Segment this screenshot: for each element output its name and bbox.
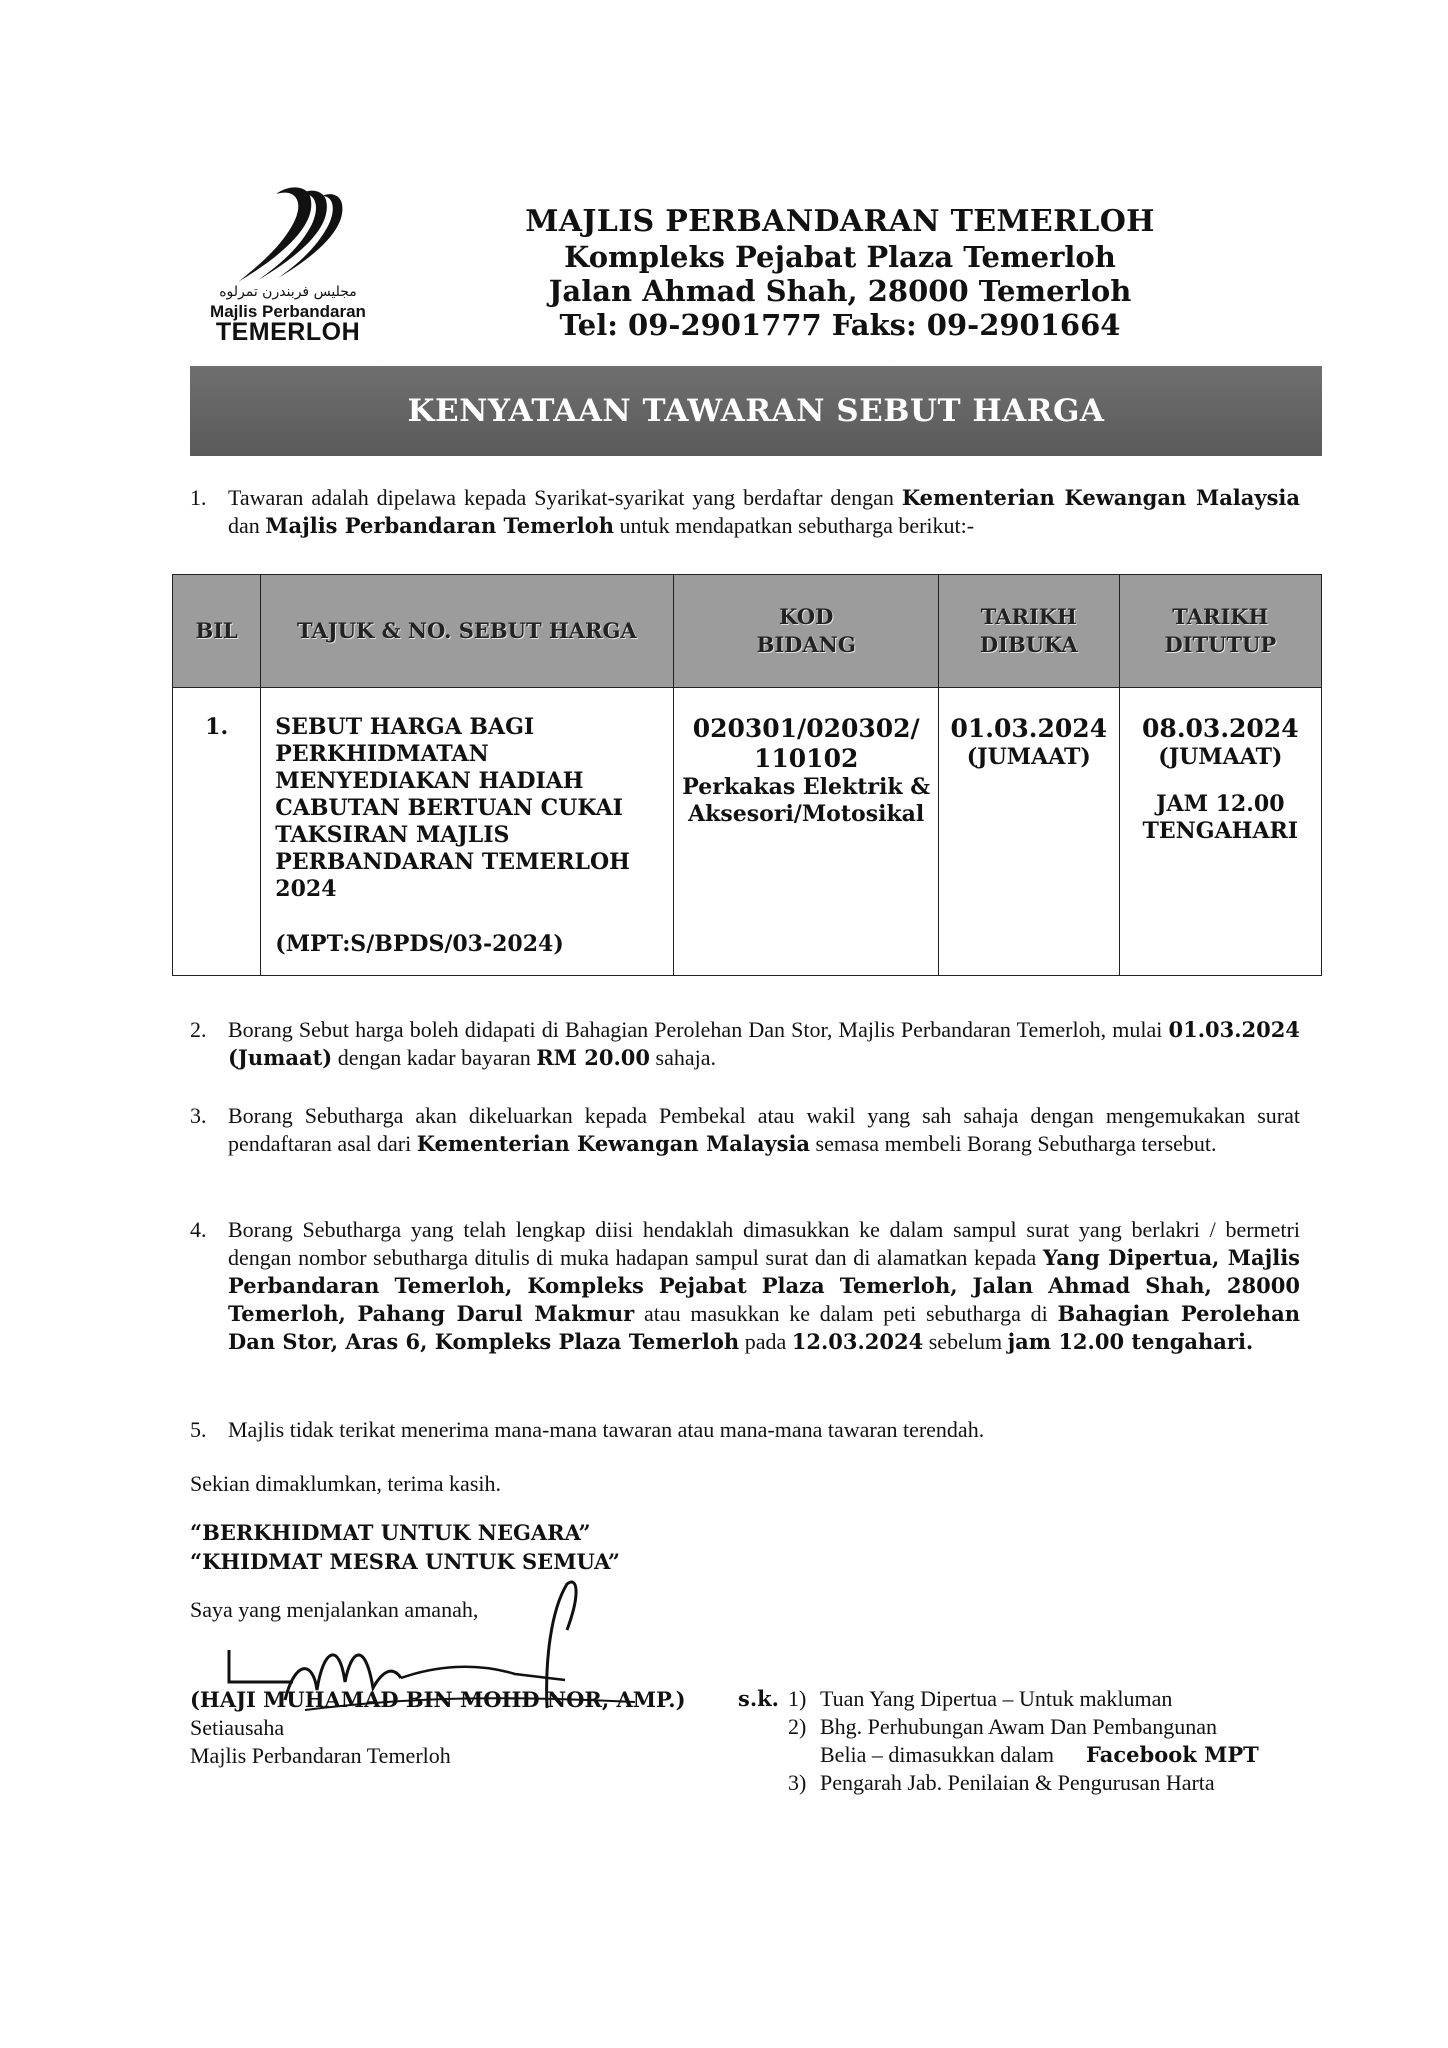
cc-item-number: 1) <box>788 1686 807 1711</box>
paragraph-1 <box>190 484 1300 544</box>
paragraph-number: 3. <box>190 1103 207 1128</box>
text-run: dengan kadar bayaran <box>332 1045 537 1070</box>
closing-line: Sekian dimaklumkan, terima kasih. <box>190 1471 501 1496</box>
logo-arabic-text: مجليس فربندرن تمرلوه <box>219 284 357 300</box>
header-line: DITUTUP <box>1164 632 1277 657</box>
header-line: TARIKH <box>980 604 1077 629</box>
council-logo <box>188 182 388 346</box>
kod-code: 020301/020302/ 110102 <box>692 714 920 773</box>
paragraph-5 <box>190 1416 1300 1446</box>
cell-dibuka <box>938 688 1119 976</box>
cell-ditutup <box>1119 688 1321 976</box>
paragraph-number: 2. <box>190 1017 207 1042</box>
header-tajuk: TAJUK & NO. SEBUT HARGA <box>261 575 674 688</box>
org-address2: Jalan Ahmad Shah, 28000 Temerloh <box>548 274 1132 308</box>
kod-description: Perkakas Elektrik & Aksesori/Motosikal <box>682 774 931 827</box>
text-run: atau masukkan ke dalam peti sebutharga di <box>634 1301 1058 1326</box>
cell-tajuk <box>261 688 674 976</box>
header-line: KOD <box>779 604 834 629</box>
cc-label: s.k. <box>738 1686 779 1711</box>
bold-run: Kementerian Kewangan Malaysia <box>901 485 1300 510</box>
cc-item-text: Tuan Yang Dipertua – Untuk makluman <box>820 1686 1173 1711</box>
swoosh-logo-icon <box>218 182 358 292</box>
signatory-position: Setiausaha <box>190 1715 285 1740</box>
text-run: sahaja. <box>650 1045 716 1070</box>
org-name: MAJLIS PERBANDARAN TEMERLOH <box>525 204 1155 239</box>
header-ditutup <box>1119 575 1321 688</box>
paragraph-text <box>228 1016 1300 1072</box>
cc-item-text: Bhg. Perhubungan Awam Dan Pembangunan <box>820 1714 1217 1739</box>
open-day: (JUMAAT) <box>966 744 1091 770</box>
close-time: JAM 12.00 <box>1156 791 1285 817</box>
paragraph-text <box>228 484 1300 540</box>
signatory-block <box>190 1686 710 1770</box>
document-title: KENYATAAN TAWARAN SEBUT HARGA <box>190 366 1322 456</box>
paragraph-number: 5. <box>190 1417 207 1442</box>
header-line: TARIKH <box>1172 604 1269 629</box>
bold-run: jam 12.00 tengahari. <box>1007 1329 1254 1354</box>
motto-2: “KHIDMAT MESRA UNTUK SEMUA” <box>190 1549 620 1574</box>
cell-bil: 1. <box>173 688 261 976</box>
bold-run: Yang Dipertua, Majlis Perbandaran Temerloh, Kompleks Pejabat Plaza Temerloh, Jalan Ahmad Shah, 28000 Temerloh, Pahang Darul Makmur <box>228 1245 1300 1326</box>
motto-1: “BERKHIDMAT UNTUK NEGARA” <box>190 1520 591 1545</box>
close-day: (JUMAAT) <box>1158 744 1283 770</box>
paragraph-text: Majlis tidak terikat menerima mana-mana tawaran atau mana-mana tawaran terendah. <box>228 1417 985 1442</box>
org-address1: Kompleks Pejabat Plaza Temerloh <box>564 240 1116 274</box>
header-line: BIDANG <box>756 632 856 657</box>
cell-kod <box>674 688 939 976</box>
tajuk-reference: (MPT:S/BPDS/03-2024) <box>275 931 564 957</box>
header-kod <box>674 575 939 688</box>
cc-item-number: 3) <box>788 1770 807 1795</box>
quotation-table <box>172 574 1322 976</box>
cc-item-text: Belia – dimasukkan dalam <box>820 1742 1054 1767</box>
close-date: 08.03.2024 <box>1142 714 1299 743</box>
text-run: Tawaran adalah dipelawa kepada Syarikat-syarikat yang berdaftar dengan <box>228 485 902 510</box>
bold-run: 12.03.2024 <box>791 1329 924 1354</box>
paragraph-3 <box>190 1102 1300 1192</box>
close-time-period: TENGAHARI <box>1142 818 1299 844</box>
bold-run: Kementerian Kewangan Malaysia <box>416 1131 811 1156</box>
cc-item-bold: Facebook MPT <box>1086 1742 1259 1767</box>
logo-line2: TEMERLOH <box>215 318 361 346</box>
paragraph-2 <box>190 1016 1300 1076</box>
text-run: Borang Sebutharga akan dikeluarkan kepada Pembekal atau wakil yang sah sahaja dengan mengemukakan surat pendaftaran asal dari <box>228 1103 1300 1156</box>
cc-item-number: 2) <box>788 1714 807 1739</box>
org-contact: Tel: 09-2901777 Faks: 09-2901664 <box>559 308 1121 342</box>
text-run: Borang Sebut harga boleh didapati di Bahagian Perolehan Dan Stor, Majlis Perbandaran Temerloh, mulai <box>228 1017 1169 1042</box>
text-run: Borang Sebutharga yang telah lengkap diisi hendaklah dimasukkan ke dalam sampul surat yang berlakri / bermetri dengan nombor sebutharga ditulis di muka hadapan sampul surat dan di alamatkan kepada <box>228 1217 1300 1270</box>
text-run: untuk mendapatkan sebutharga berikut:- <box>614 513 975 538</box>
bold-run: RM 20.00 <box>536 1045 651 1070</box>
header-dibuka <box>938 575 1119 688</box>
tajuk-text: SEBUT HARGA BAGI PERKHIDMATAN MENYEDIAKAN HADIAH CABUTAN BERTUAN CUKAI TAKSIRAN MAJLIS PERBANDARAN TEMERLOH 2024 <box>275 714 630 902</box>
cc-item-text: Pengarah Jab. Penilaian & Pengurusan Harta <box>820 1770 1215 1795</box>
text-run: semasa membeli Borang Sebutharga tersebut. <box>810 1131 1217 1156</box>
paragraph-text <box>228 1102 1300 1158</box>
trust-line: Saya yang menjalankan amanah, <box>190 1597 479 1622</box>
paragraph-number: 1. <box>190 485 207 510</box>
bold-run: Bahagian Perolehan Dan Stor, Aras 6, Kompleks Plaza Temerloh <box>228 1301 1300 1354</box>
table-header-row <box>173 575 1322 688</box>
logo-line1: Majlis Perbandaran <box>210 302 366 321</box>
table-row <box>173 688 1322 976</box>
paragraph-text <box>228 1216 1300 1356</box>
bold-run: Majlis Perbandaran Temerloh <box>265 513 615 538</box>
text-run: sebelum <box>923 1329 1008 1354</box>
org-header <box>440 204 1240 342</box>
text-run: pada <box>739 1329 792 1354</box>
signatory-organisation: Majlis Perbandaran Temerloh <box>190 1743 451 1768</box>
paragraph-4 <box>190 1216 1300 1396</box>
bold-run: 01.03.2024 (Jumaat) <box>228 1017 1300 1070</box>
signatory-name: (HAJI MUHAMAD BIN MOHD NOR, AMP.) <box>190 1687 686 1712</box>
paragraph-number: 4. <box>190 1217 207 1242</box>
header-line: DIBUKA <box>979 632 1078 657</box>
header-bil: BIL <box>173 575 261 688</box>
text-run: dan <box>228 513 266 538</box>
open-date: 01.03.2024 <box>950 714 1108 743</box>
